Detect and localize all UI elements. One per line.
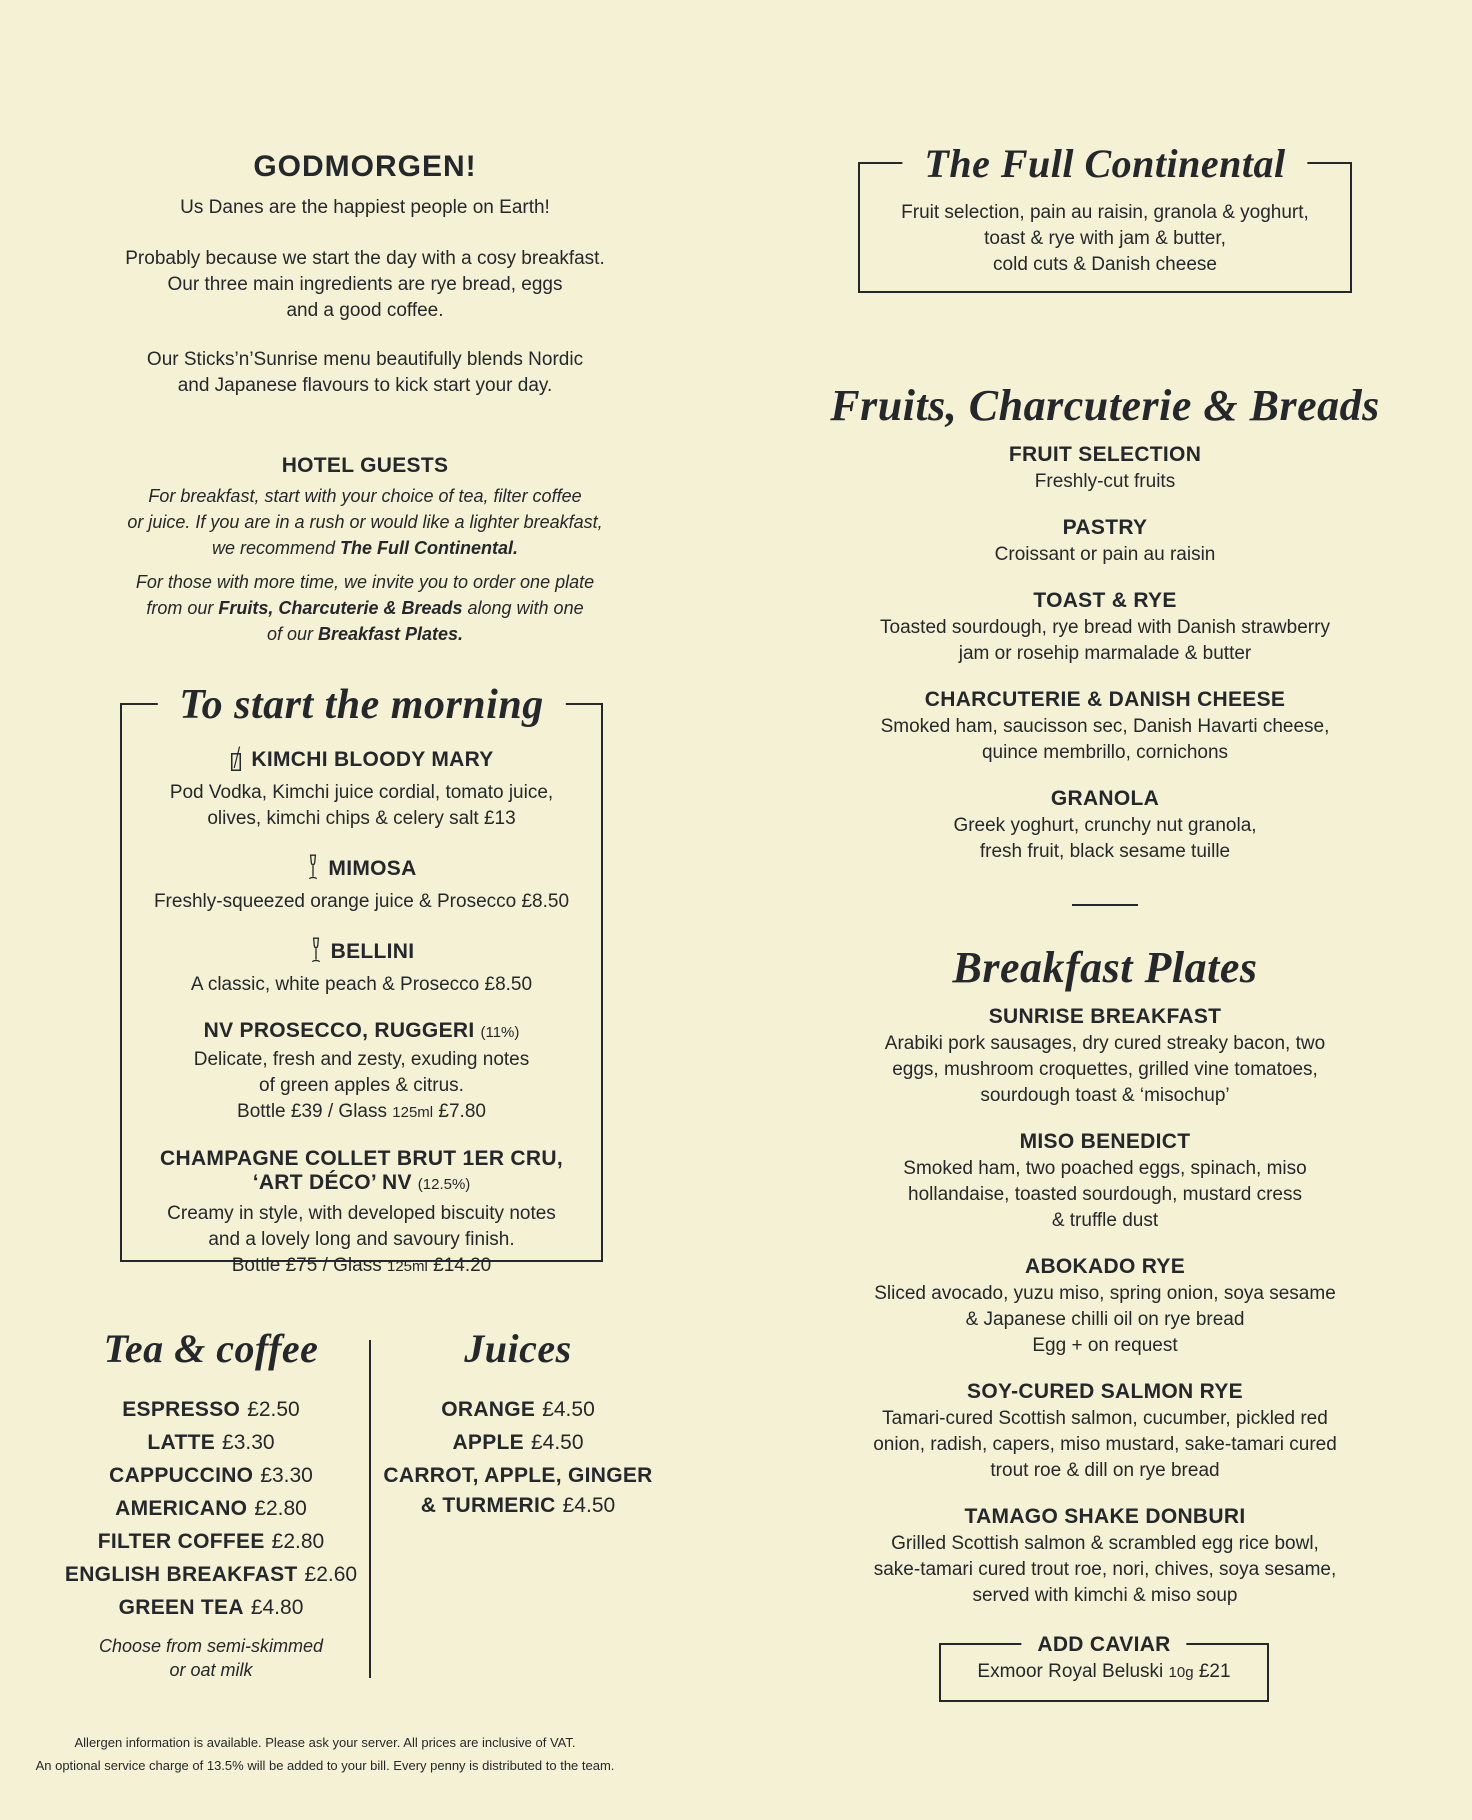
page-title: GODMORGEN!	[253, 150, 477, 183]
measure-note: 125ml	[386, 1258, 428, 1275]
breakfast-plates-list	[815, 1006, 1395, 1609]
list-item: APPLE £4.50	[452, 1431, 584, 1454]
continental-box	[858, 141, 1352, 293]
fruits-list	[815, 444, 1395, 865]
hotel-guests-title: HOTEL GUESTS	[281, 454, 449, 477]
list-item: ORANGE £4.50	[441, 1398, 595, 1421]
weight-note: 10g	[1168, 1664, 1194, 1681]
service-charge-note: An optional service charge of 13.5% will be added to your bill. Every penny is distributed to the team.	[35, 1758, 615, 1773]
juices-list	[373, 1393, 663, 1521]
hotel-guests-note-2: For those with more time, we invite you to order one plate from our Fruits, Charcuterie & Breads along with one of our Breakfast Plates.	[135, 572, 595, 644]
intro-paragraph-2: Our Sticks’n’Sunrise menu beautifully blends Nordic and Japanese flavours to kick start your day.	[146, 349, 584, 396]
fruits-title: Fruits, Charcuterie & Breads	[830, 381, 1380, 430]
continental-title: The Full Continental	[902, 142, 1307, 186]
milk-note: Choose from semi-skimmed or oat milk	[98, 1636, 324, 1680]
menu-item-mimosa: MIMOSA Freshly-squeezed orange juice & Prosecco £8.50	[122, 854, 601, 915]
menu-item-granola: GRANOLA Greek yoghurt, crunchy nut granola, fresh fruit, black sesame tuille	[953, 787, 1257, 862]
price-line: Bottle £75 / Glass 125ml £14.20	[231, 1255, 492, 1276]
list-item: CARROT, APPLE, GINGER	[383, 1464, 653, 1487]
continental-content: Fruit selection, pain au raisin, granola & yoghurt, toast & rye with jam & butter, cold cuts & Danish cheese	[901, 202, 1309, 275]
list-item: LATTE £3.30	[147, 1431, 275, 1454]
morning-box-content	[122, 705, 601, 1280]
champagne-flute-icon	[306, 854, 320, 886]
caviar-box	[939, 1633, 1269, 1702]
menu-item-soy-cured-salmon-rye: SOY-CURED SALMON RYE Tamari-cured Scottish salmon, cucumber, pickled red onion, radish, capers, miso mustard, sake-tamari cured trout roe & dill on rye bread	[873, 1380, 1337, 1481]
list-item: ESPRESSO £2.50	[122, 1398, 300, 1421]
breakfast-plates-title: Breakfast Plates	[952, 943, 1258, 992]
column-divider	[369, 1340, 371, 1678]
intro-paragraph-1: Probably because we start the day with a cosy breakfast. Our three main ingredients are rye bread, eggs and a good coffee.	[125, 248, 605, 321]
price-line: Bottle £39 / Glass 125ml £7.80	[237, 1101, 486, 1122]
tea-coffee-title: Tea & coffee	[103, 1326, 319, 1371]
section-divider	[1072, 904, 1138, 906]
abv-note: (11%)	[480, 1024, 520, 1041]
menu-item-abokado-rye: ABOKADO RYE Sliced avocado, yuzu miso, spring onion, soya sesame & Japanese chilli oil on rye bread Egg + on request	[874, 1255, 1336, 1356]
list-item: FILTER COFFEE £2.80	[97, 1530, 325, 1553]
menu-item-toast-rye: TOAST & RYE Toasted sourdough, rye bread with Danish strawberry jam or rosehip marmalade & butter	[880, 589, 1330, 664]
caviar-detail: Exmoor Royal Beluski 10g £21	[977, 1661, 1231, 1682]
menu-item-champagne-collet: CHAMPAGNE COLLET BRUT 1ER CRU, ‘ART DÉCO’ NV (12.5%) Creamy in style, with developed biscuity notes and a lovely long and savoury finish. Bottle £75 / Glass 125ml £14.20	[122, 1148, 601, 1280]
tea-coffee-section	[55, 1327, 367, 1682]
intro-tagline: Us Danes are the happiest people on Earth!	[180, 197, 550, 218]
footer	[15, 1731, 635, 1777]
measure-note: 125ml	[392, 1104, 434, 1121]
morning-box-title: To start the morning	[157, 682, 565, 728]
menu-item-fruit-selection: FRUIT SELECTION Freshly-cut fruits	[1008, 443, 1202, 492]
list-item: ENGLISH BREAKFAST £2.60	[64, 1563, 358, 1586]
list-item: & TURMERIC £4.50	[420, 1494, 616, 1517]
highball-glass-icon	[229, 745, 243, 777]
list-item: GREEN TEA £4.80	[118, 1596, 304, 1619]
menu-item-tamago-shake-donburi: TAMAGO SHAKE DONBURI Grilled Scottish salmon & scrambled egg rice bowl, sake-tamari cured trout roe, nori, chives, soya sesame, served with kimchi & miso soup	[873, 1505, 1337, 1606]
breakfast-plates-section	[815, 944, 1395, 1631]
champagne-flute-icon	[309, 937, 323, 969]
hotel-guests-section	[85, 455, 645, 647]
menu-item-nv-prosecco: NV PROSECCO, RUGGERI (11%) Delicate, fresh and zesty, exuding notes of green apples & citrus. Bottle £39 / Glass 125ml £7.80	[122, 1020, 601, 1126]
fruits-section	[815, 382, 1395, 887]
menu-item-miso-benedict: MISO BENEDICT Smoked ham, two poached eggs, spinach, miso hollandaise, toasted sourdough, mustard cress & truffle dust	[903, 1130, 1307, 1231]
morning-box	[120, 682, 603, 1276]
menu-item-sunrise-breakfast: SUNRISE BREAKFAST Arabiki pork sausages, dry cured streaky bacon, two eggs, mushroom croquettes, grilled vine tomatoes, sourdough toast & ‘misochup’	[884, 1005, 1326, 1106]
tea-coffee-list	[55, 1393, 367, 1624]
menu-item-pastry: PASTRY Croissant or pain au raisin	[994, 516, 1216, 565]
list-item: CAPPUCCINO £3.30	[109, 1464, 313, 1487]
intro-section	[85, 150, 645, 399]
abv-note: (12.5%)	[417, 1176, 471, 1193]
caviar-title: ADD CAVIAR	[1021, 1634, 1186, 1656]
menu-item-bellini: BELLINI A classic, white peach & Prosecco £8.50	[122, 937, 601, 998]
list-item: AMERICANO £2.80	[115, 1497, 307, 1520]
juices-title: Juices	[464, 1326, 572, 1371]
allergen-note: Allergen information is available. Please ask your server. All prices are inclusive of VAT.	[74, 1735, 576, 1750]
menu-item-charcuterie: CHARCUTERIE & DANISH CHEESE Smoked ham, saucisson sec, Danish Havarti cheese, quince membrillo, cornichons	[880, 688, 1330, 763]
menu-item-kimchi-bloody-mary: KIMCHI BLOODY MARY Pod Vodka, Kimchi juice cordial, tomato juice, olives, kimchi chips & celery salt £13	[122, 745, 601, 832]
hotel-guests-note-1: For breakfast, start with your choice of tea, filter coffee or juice. If you are in a rush or would like a lighter breakfast, we recommend The Full Continental.	[127, 486, 603, 558]
juices-section	[373, 1327, 663, 1521]
